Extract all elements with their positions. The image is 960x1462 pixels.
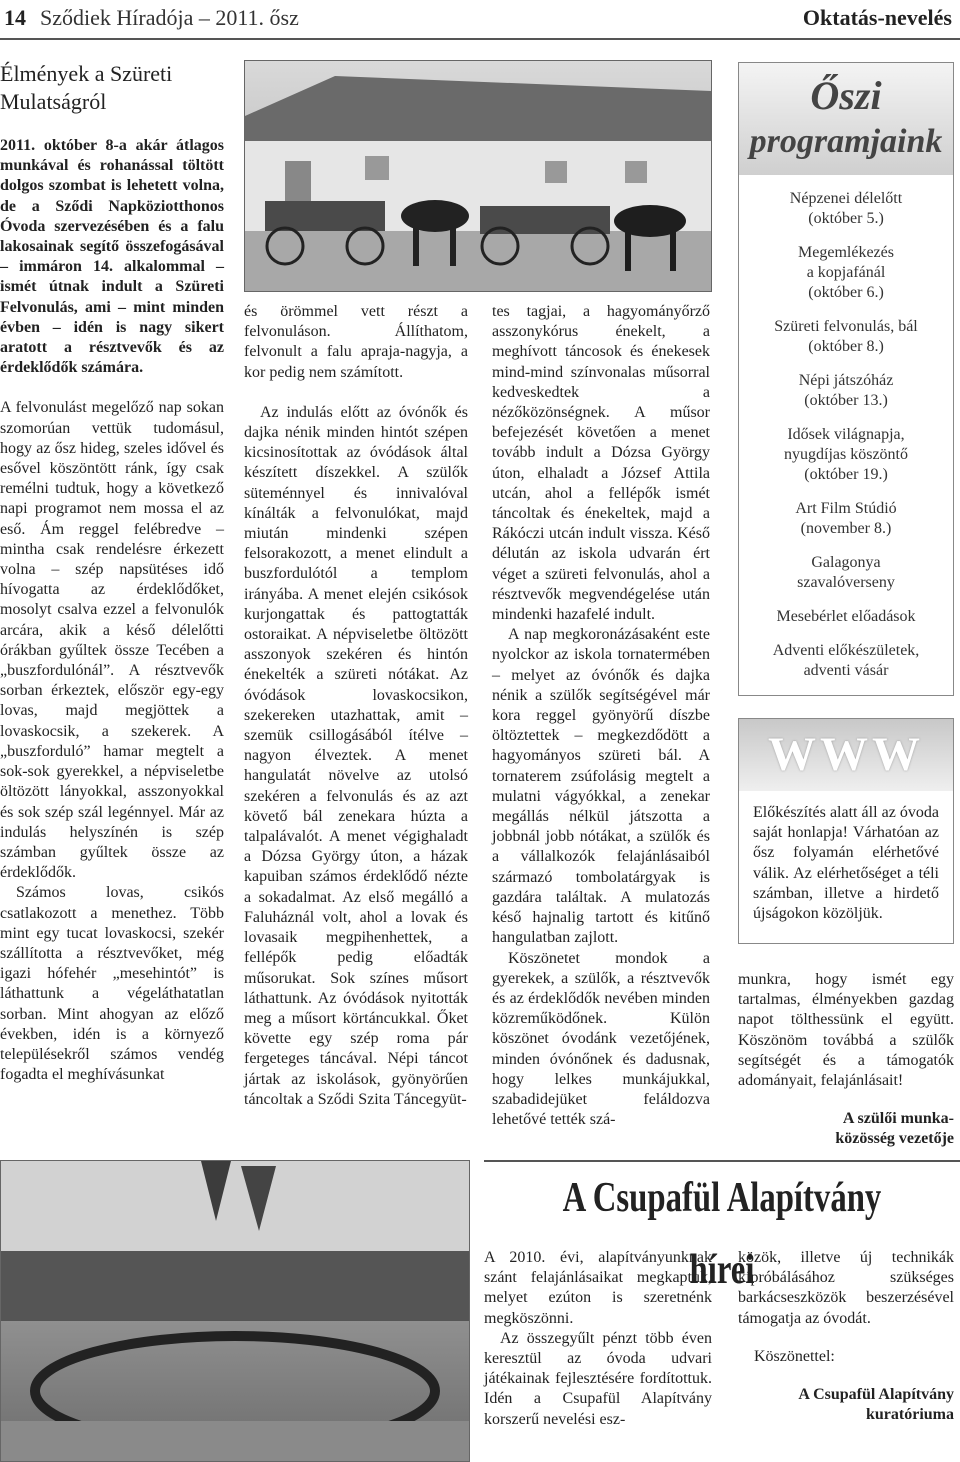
foundation-column-2 [738,1248,954,1425]
article-paragraph: és örömmel vett részt a felvonuláson. Állíthatom, felvonult a falu apraja-nagyja, a kor pedig nem számított. [244,303,468,381]
website-notice-box [738,718,954,944]
programs-list [739,189,953,695]
article-column-2 [244,302,468,1110]
program-item [739,553,953,593]
article-paragraph: Számos lovas, csikós csatlakozott a menethez. Több mint egy tucat lovaskocsi, szekér szállította a résztvevőket, még igazi hófehér „mesehintót” is láthattunk a végeláthatatlan sorban. Mint ahogyan az előző években, idén is a környező településekről számos vendég fogadta el meghívásunkat [0,884,224,1084]
parade-photo-illustration [245,61,711,291]
foundation-paragraph: A 2010. évi, alapítványunknak szánt felajánlásaikat megkaptuk, melyet ezúton is szeretnénk megköszönni. [484,1249,712,1327]
program-item-line: Megemlékezés [798,244,894,261]
page-header [0,0,960,40]
program-item-line: (november 8.) [800,520,892,537]
article-column-3 [492,302,710,1130]
program-item-line: Mesebérlet előadások [776,608,916,625]
website-notice-text: Előkészítés alatt áll az óvoda saját honlapja! Várhatóan az ősz folyamán elérhetővé válik. Az elérhetőséget a téli számban, illetve a hirdető újságokon közöljük. [753,804,939,923]
article-lead: 2011. október 8-a akár átlagos munkával és rohanással töltött dolgos szombat is lehetett volna, de a Sződi Napköziotthonos Óvoda szervezésében és a falu lakosainak segítő összefogásával – immáron 14. alkalommal – ismét útnak indult a Szüreti Felvonulás, ami – mint minden évben – idén is nagy sikert aratott a résztvevők és az érdeklődők számára. [0,137,224,377]
article-paragraph: A felvonulást megelőző nap sokan szomorúan vettük tudomásul, hogy az ősz hideg, szeles idővel és esővel köszöntött ránk, így csak remélni tudtuk, hogy a következő napi programot nem mossa el az eső. Ám reggel felébredve – mintha csak rendelésre érkezett volna – szép napsütéses idő hívogatta az érdeklődőket, mosolyt csalva ezzel a felvonulók arcára, akik a késő délelőtti órákban gyűltek össze Tecében a „buszfordulónál”. A résztvevők sorban érkeztek, először egy-egy lovas, majd megjöttek a lovaskocsik, a szekerek. A „buszforduló” hamar megtelt a sok-sok gyerekkel, a népviseletbe öltözött lányokkal, asszonyokkal és sok szép szál legénnyel. Már az indulás helyszínén is szép számban gyűltek össze az érdeklődők. [0,399,224,882]
signature-line2: közösség vezetője [835,1130,954,1148]
programs-title-line2: programjaink [749,123,943,160]
programs-box-header [739,63,953,175]
foundation-signature-line1: A Csupafül Alapítvány [798,1386,954,1404]
foundation-paragraph: közök, illetve új technikák kipróbálásához szükséges barkácseszközök beszerzésével támogatja az óvodát. [738,1249,954,1327]
article-paragraph: munkra, hogy ismét egy tartalmas, élményekben gazdag napot tölthessünk el együtt. Köszönöm továbbá a szülők segítségét és a támogatók adományait, felajánlásait! [738,971,954,1090]
programs-title-line1: Őszi [810,73,882,118]
foundation-column-1 [484,1248,712,1430]
program-item [739,371,953,411]
folk-dance-photo-illustration [1,1161,469,1461]
foundation-signature-line2: kuratóriuma [866,1406,954,1424]
foundation-title: A Csupafül Alapítvány hírei [562,1175,882,1293]
article-title-line1: Élmények a Szüreti [0,61,173,86]
article-paragraph: Köszönetet mondok a gyerekek, a szülők, a résztvevők és az érdeklődők nevében minden közreműködőnek. Külön köszönet óvodánk vezetőjének, minden óvónőnek és dadusnak, hogy lelkes munkájukkal, szabadidejüket feláldozva lehetővé tették szá- [492,949,710,1129]
foundation-paragraph: Az összegyűlt pénzt több éven keresztül az óvoda udvari játékainak fejlesztésére fordítottuk. Idén a Csupafül Alapítvány korszerű nevelési esz- [484,1329,712,1428]
article-column-4 [738,970,954,1150]
article-title-line2: Mulatságról [0,89,107,114]
header-divider [0,38,960,40]
program-item-line: Adventi előkészületek, [772,642,920,659]
program-item [739,317,953,357]
program-item-line: nyugdíjas köszöntő [784,446,908,463]
article-paragraph: tes tagjai, a hagyományőrző asszonykórus énekelt, a meghívott táncosok és énekesek mind-mind színvonalas műsorral kedveskedtek a nézőközönségnek. A műsor befejezését követően a menet tovább indult a Dózsa György úton, elhaladt a József Attila utcán, ahol a fellépők ismét táncoltak és énekeltek, majd a Rákóczi utcán indult vissza. Késő délután az iskola udvarán ért véget a szüreti felvonulás, ahol a résztvevők megvendégelése után mindenki hazafelé indult. [492,303,710,624]
program-item-line: (október 6.) [808,284,884,301]
program-item [739,499,953,539]
parade-photo [244,60,712,292]
publication-title: Sződiek Híradója – 2011. ősz [40,5,299,30]
programs-box [738,62,954,696]
program-item-line: szavalóverseny [797,574,895,591]
program-item-line: (október 5.) [808,210,884,227]
program-item-line: Idősek világnapja, [787,426,905,443]
program-item-line: (október 8.) [808,338,884,355]
article-column-1 [0,60,224,1085]
program-item [739,641,953,681]
program-item-line: (október 13.) [804,392,888,409]
section-title: Oktatás-nevelés [802,5,952,30]
program-item-line: Népzenei délelőtt [789,190,903,207]
foundation-thanks: Köszönettel: [754,1347,835,1365]
article-paragraph: A nap megkoronázásaként este nyolckor az iskola tornatermében – melyet az óvónők és dajka nénik a szülők segítségével már kora reggel gyönyörű díszbe öltöztettek – megkezdődött a hagyományos szüreti bál. A tornaterem zsúfolásig megtelt a mulatni vágyókkal, a zenekar megállás nélkül játszotta a jobbnál jobb nótákat, a szülők és a vállalkozók felajánlásaiból származó tombolatárgyak is gazdára találtak. A mulatozás késő hajnalig tartott és kitűnő hangulatban zajlott. [492,626,710,947]
program-item [739,243,953,303]
program-item-line: Galagonya [811,554,881,571]
program-item-line: (október 19.) [804,466,888,483]
article-paragraph: Az indulás előtt az óvónők és dajka nénik minden hintót szépen kicsinosítottak az óvódások által készített díszekkel. A szülők süteménnyel és innivalóval kínálták a felvonulókat, majd miután mindenki szépen felsorakozott, a menet elindult a buszfordulótól a templom irányába. A menet elején csikósok kurjongattak és pattogtatták ostoraikat. A népviseletbe öltözött asszonyok szekéren és hintón énekelték a szüreti nótákat. Az óvódások lovaskocsikon, szekereken utazhattak, amit – szemük csillogásából ítélve – nagyon élveztek. A menet hangulatát növelve az utolsó szekéren a felvonulás és az azt követő bál zenekara húzta a talpalávalót. A menet végighaladt a Dózsa György úton, a házak kapuiban számos érdeklődő nézte a sokadalmat. Az első megálló a Faluháznál volt, ahol a lovak és lovasaik megpihenhettek, a fellépők pedig előadták műsorukat. Sok színes műsort láthattunk. Az óvódások nyitották meg a műsort körtáncukkal. Őket követte egy szép roma pár fergeteges táncával. Népi táncot jártak az iskolások, gyönyörűen táncoltak a Sződi Szita Táncegyüt- [244,403,468,1108]
folk-dance-photo [0,1160,470,1462]
program-item-line: adventi vásár [803,662,889,679]
program-item [739,425,953,485]
page-number: 14 [4,5,26,30]
program-item [739,189,953,229]
program-item [739,607,953,627]
program-item-line: a kopjafánál [806,264,886,281]
program-item-line: Szüreti felvonulás, bál [774,318,918,335]
program-item-line: Art Film Stúdió [795,500,897,517]
signature-line1: A szülői munka- [842,1110,954,1128]
program-item-line: Népi játszóház [798,372,894,389]
www-label: WWW [739,719,953,791]
